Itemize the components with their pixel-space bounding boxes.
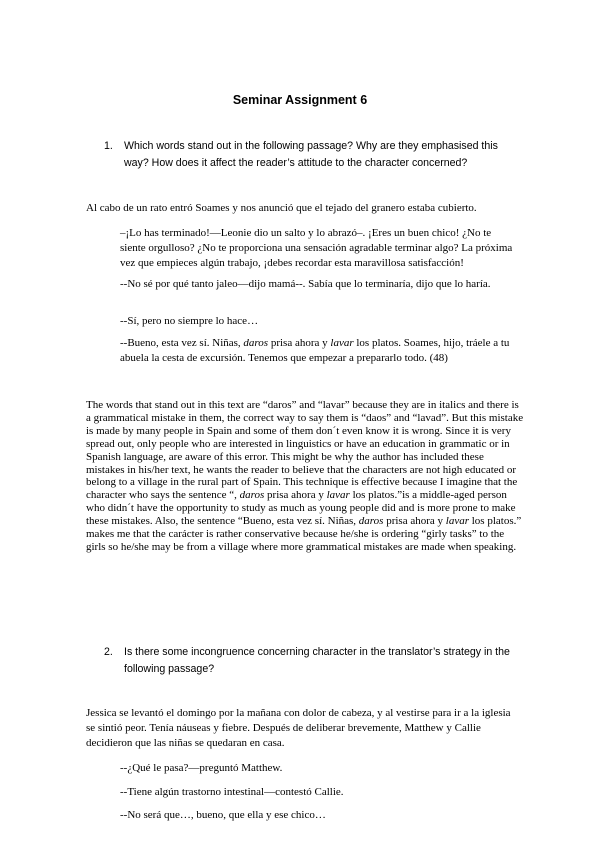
text-run: los platos.”is a middle-aged person who didn´t have the opportunity to study as much as young people did and is more prone to make these mistakes. Also, the sentence “Bueno, esta vez sí. Niñas,: [86, 489, 516, 528]
question-1: [104, 138, 514, 172]
passage-2-paragraph-1: Jessica se levantó el domingo por la mañana con dolor de cabeza, y al vestirse para ir a la iglesia se sintió peor. Tenía náuseas y fiebre. Después de deliberar brevemente, Matthew y Callie decidieron que las niñas se quedaran en casa.: [86, 707, 511, 749]
passage-1-paragraph-3: --No sé por qué tanto jaleo—dijo mamá--. Sabía que lo terminaría, dijo que lo haría.: [120, 278, 491, 290]
text-run: prisa ahora y: [264, 489, 327, 502]
passage-2-paragraph-4: --No será que…, bueno, que ella y ese chico…: [120, 809, 326, 821]
italic-word-lavar: lavar: [326, 489, 350, 502]
passage-1-paragraph-5: [120, 336, 518, 366]
text-run: prisa ahora y: [383, 515, 446, 528]
question-1-text: Which words stand out in the following passage? Why are they emphasised this way? How does it affect the reader’s attitude to the character concerned?: [124, 140, 498, 169]
italic-word-daros: daros: [243, 337, 269, 349]
text-run: los platos. Soames, hijo, tráele a tu abuela la cesta de excursión. Tenemos que empezar a prepararlo todo. (48): [120, 337, 510, 364]
text-run: The words that stand out in this text are “daros” and “lavar” because they are in italics and there is a grammatical mistake in them, the correct way to say them is “daos” and “lavad”. But this mistake is made by many people in Spain and some of them don´t even know it is wrong. Since it is very spread out, only people who are interested in linguistics or have an education in grammatic or in Spanish language, are aware of this error. This might be why the author has included these mistakes in his/her text, he wants the reader to believe that the characters are not high educated or belong to a village in the rural part of Spain. This technique is effective because I imagine that the character who says the sentence “,: [86, 399, 524, 502]
passage-1-paragraph-1: Al cabo de un rato entró Soames y nos anunció que el tejado del granero estaba cubierto.: [86, 202, 477, 214]
text-run: --Bueno, esta vez sí. Niñas,: [120, 337, 244, 349]
italic-word-daros: daros: [239, 489, 265, 502]
passage-2-paragraph-3: --Tiene algún trastorno intestinal—contestó Callie.: [120, 786, 344, 798]
text-run: los platos.” makes me that the carácter is rather conservative because he/she is ordering “girly tasks” to the girls so he/she may be from a village where more grammatical mistakes are made when speaking.: [86, 515, 522, 553]
italic-word-daros: daros: [358, 515, 384, 528]
passage-2-paragraph-2: --¿Qué le pasa?—preguntó Matthew.: [120, 762, 283, 774]
question-2-text: Is there some incongruence concerning character in the translator’s strategy in the following passage?: [124, 646, 510, 675]
question-1-number: 1.: [104, 140, 113, 152]
question-2-number: 2.: [104, 646, 113, 658]
page-title: Seminar Assignment 6: [232, 93, 368, 107]
italic-word-lavar: lavar: [445, 515, 469, 528]
italic-word-lavar: lavar: [330, 337, 354, 349]
answer-1: [86, 399, 524, 554]
passage-1-paragraph-4: --Sí, pero no siempre lo hace…: [120, 315, 259, 327]
text-run: prisa ahora y: [268, 337, 331, 349]
passage-1-paragraph-2: –¡Lo has terminado!—Leonie dio un salto y lo abrazó–. ¡Eres un buen chico! ¿No te siente orgulloso? ¿No te proporciona una sensación agradable terminar algo? La próxima vez que empieces algún trabajo, ¡debes recordar esta maravillosa satisfacción!: [120, 227, 513, 269]
question-2: [104, 644, 514, 678]
